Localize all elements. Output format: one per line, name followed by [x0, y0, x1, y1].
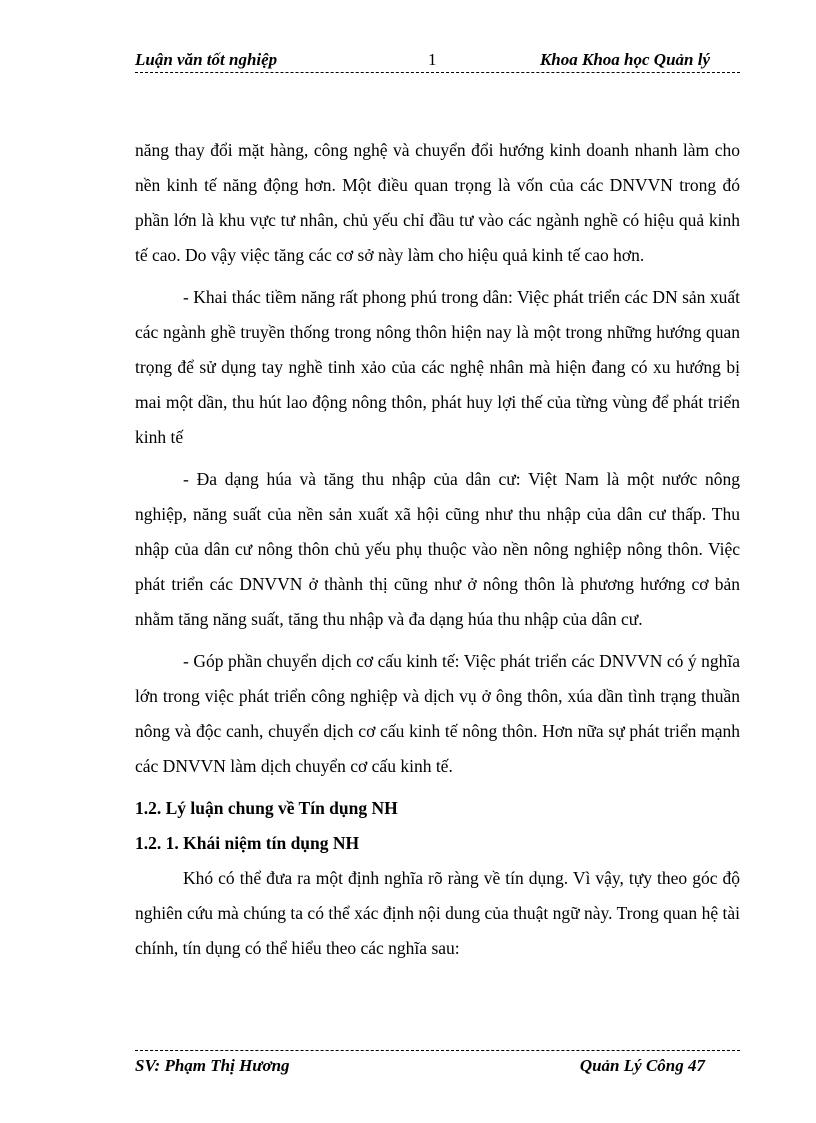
header-faculty: Khoa Khoa học Quản lý	[539, 50, 710, 69]
footer-class: Quản Lý Công 47	[579, 1056, 705, 1075]
paragraph-3: - Đa dạng húa và tăng thu nhập của dân cư: Việt Nam là một nước nông nghiệp, năng suất của nền sản xuất xã hội cũng như thu nhập của dân cư thấp. Thu nhập của dân cư nông thôn chủ yếu phụ thuộc vào nền nông nghiệp nông thôn. Việc phát triển các DNVVN ở thành thị cũng như ở nông thôn là phương hướng cơ bản nhằm tăng năng suất, tăng thu nhập và đa dạng húa thu nhập của dân cư.	[135, 469, 740, 629]
section-heading: 1.2. Lý luận chung về Tín dụng NH	[135, 798, 398, 818]
page-footer	[135, 1050, 740, 1081]
paragraph-5: Khó có thể đưa ra một định nghĩa rõ ràng về tín dụng. Vì vậy, tựy theo góc độ nghiên cứu mà chúng ta có thể xác định nội dung của thuật ngữ này. Trong quan hệ tài chính, tín dụng có thể hiểu theo các nghĩa sau:	[135, 868, 740, 958]
page-content	[135, 133, 740, 973]
page-number: 1	[428, 50, 437, 69]
paragraph-1: năng thay đổi mặt hàng, công nghệ và chuyển đổi hướng kinh doanh nhanh làm cho nền kinh tế năng động hơn. Một điều quan trọng là vốn của các DNVVN trong đó phần lớn là khu vực tư nhân, chủ yếu chỉ đầu tư vào các ngành nghề có hiệu quả kinh tế cao. Do vậy việc tăng các cơ sở này làm cho hiệu quả kinh tế cao hơn.	[135, 140, 740, 265]
footer-student-name: SV: Phạm Thị Hương	[135, 1056, 290, 1075]
subsection-heading: 1.2. 1. Khái niệm tín dụng NH	[135, 833, 360, 853]
paragraph-2: - Khai thác tiềm năng rất phong phú trong dân: Việc phát triển các DN sản xuất các ngành ghề truyền thống trong nông thôn hiện nay là một trong những hướng quan trọng để sử dụng tay nghề tinh xảo của các nghệ nhân mà hiện đang có xu hướng bị mai một dần, thu hút lao động nông thôn, phát huy lợi thế của từng vùng để phát triển kinh tế	[135, 287, 740, 447]
page-header	[135, 48, 740, 73]
paragraph-4: - Góp phần chuyển dịch cơ cấu kinh tế: Việc phát triển các DNVVN có ý nghĩa lớn trong việc phát triển công nghiệp và dịch vụ ở ông thôn, xúa dần tình trạng thuần nông và độc canh, chuyển dịch cơ cấu kinh tế nông thôn. Hơn nữa sự phát triển mạnh các DNVVN làm dịch chuyển cơ cấu kinh tế.	[135, 651, 740, 776]
header-thesis-title: Luận văn tốt nghiệp	[135, 50, 278, 69]
